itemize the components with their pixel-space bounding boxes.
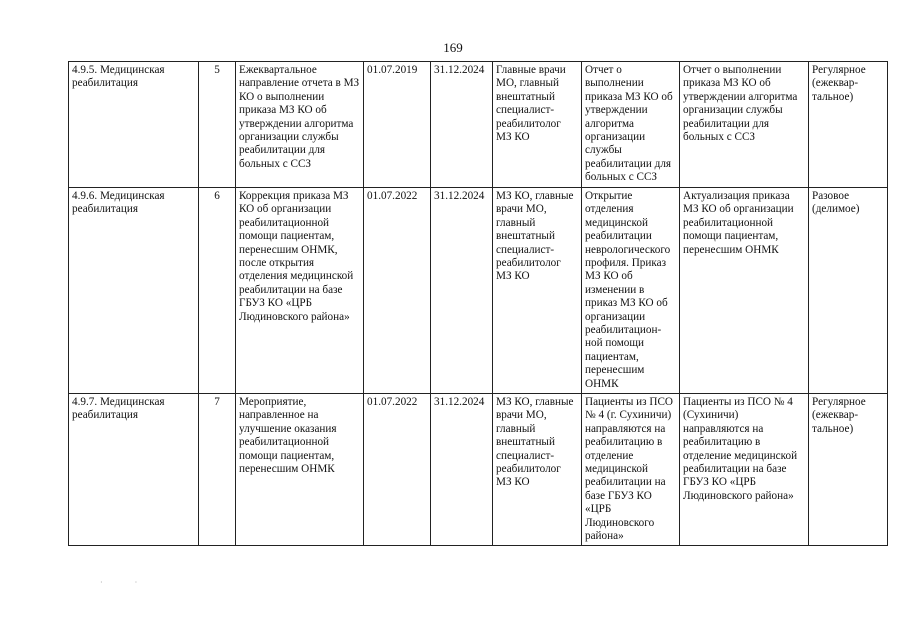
responsible-cell: МЗ КО, главные врачи МО, главный внештатный специалист-реабилитолог МЗ КО: [493, 188, 582, 394]
end-date-cell: 31.12.2024: [431, 394, 493, 546]
table-row: [69, 188, 888, 394]
section-cell: 4.9.6. Медицинская реабилитация: [69, 188, 199, 394]
activity-cell: Ежеквартальное направление отчета в МЗ КО о выполнении приказа МЗ КО об утверждении алгоритма организации службы реабилитации для больных с ССЗ: [236, 62, 364, 188]
number-cell: 7: [199, 394, 236, 546]
indicator-cell: Отчет о выполнении приказа МЗ КО об утверждении алгоритма организации службы реабилитации для больных с ССЗ: [680, 62, 809, 188]
responsible-cell: МЗ КО, главные врачи МО, главный внештатный специалист-реабилитолог МЗ КО: [493, 394, 582, 546]
number-cell: 6: [199, 188, 236, 394]
end-date-cell: 31.12.2024: [431, 62, 493, 188]
measures-table: [68, 61, 888, 546]
table-row: [69, 394, 888, 546]
scan-specks: · ·: [100, 578, 138, 587]
start-date-cell: 01.07.2022: [364, 188, 431, 394]
section-cell: 4.9.7. Медицинская реабилитация: [69, 394, 199, 546]
page-number: 169: [443, 40, 463, 55]
result-cell: Отчет о выполнении приказа МЗ КО об утверждении алгоритма организации службы реабилитации для больных с ССЗ: [582, 62, 680, 188]
activity-cell: Мероприятие, направленное на улучшение оказания реабилитационной помощи пациентам, перенесшим ОНМК: [236, 394, 364, 546]
result-cell: Пациенты из ПСО № 4 (г. Сухиничи) направляются на реабилитацию в отделение медицинской реабилитации на базе ГБУЗ КО «ЦРБ Людиновского района»: [582, 394, 680, 546]
activity-cell: Коррекция приказа МЗ КО об организации реабилитационной помощи пациентам, перенесшим ОНМК, после открытия отделения медицинской реабилитации на базе ГБУЗ КО «ЦРБ Людиновского района»: [236, 188, 364, 394]
start-date-cell: 01.07.2022: [364, 394, 431, 546]
frequency-cell: Регулярное (ежеквар-тальное): [809, 394, 888, 546]
table-row: [69, 62, 888, 188]
indicator-cell: Актуализация приказа МЗ КО об организации реабилитационной помощи пациентам, перенесшим ОНМК: [680, 188, 809, 394]
section-cell: 4.9.5. Медицинская реабилитация: [69, 62, 199, 188]
start-date-cell: 01.07.2019: [364, 62, 431, 188]
indicator-cell: Пациенты из ПСО № 4 (Сухиничи) направляются на реабилитацию в отделение медицинской реабилитации на базе ГБУЗ КО «ЦРБ Людиновского района»: [680, 394, 809, 546]
end-date-cell: 31.12.2024: [431, 188, 493, 394]
result-cell: Открытие отделения медицинской реабилитации неврологического профиля. Приказ МЗ КО об изменении в приказ МЗ КО об организации реабилитацион-ной помощи пациентам, перенесшим ОНМК: [582, 188, 680, 394]
responsible-cell: Главные врачи МО, главный внештатный специалист-реабилитолог МЗ КО: [493, 62, 582, 188]
number-cell: 5: [199, 62, 236, 188]
frequency-cell: Разовое (делимое): [809, 188, 888, 394]
frequency-cell: Регулярное (ежеквар-тальное): [809, 62, 888, 188]
